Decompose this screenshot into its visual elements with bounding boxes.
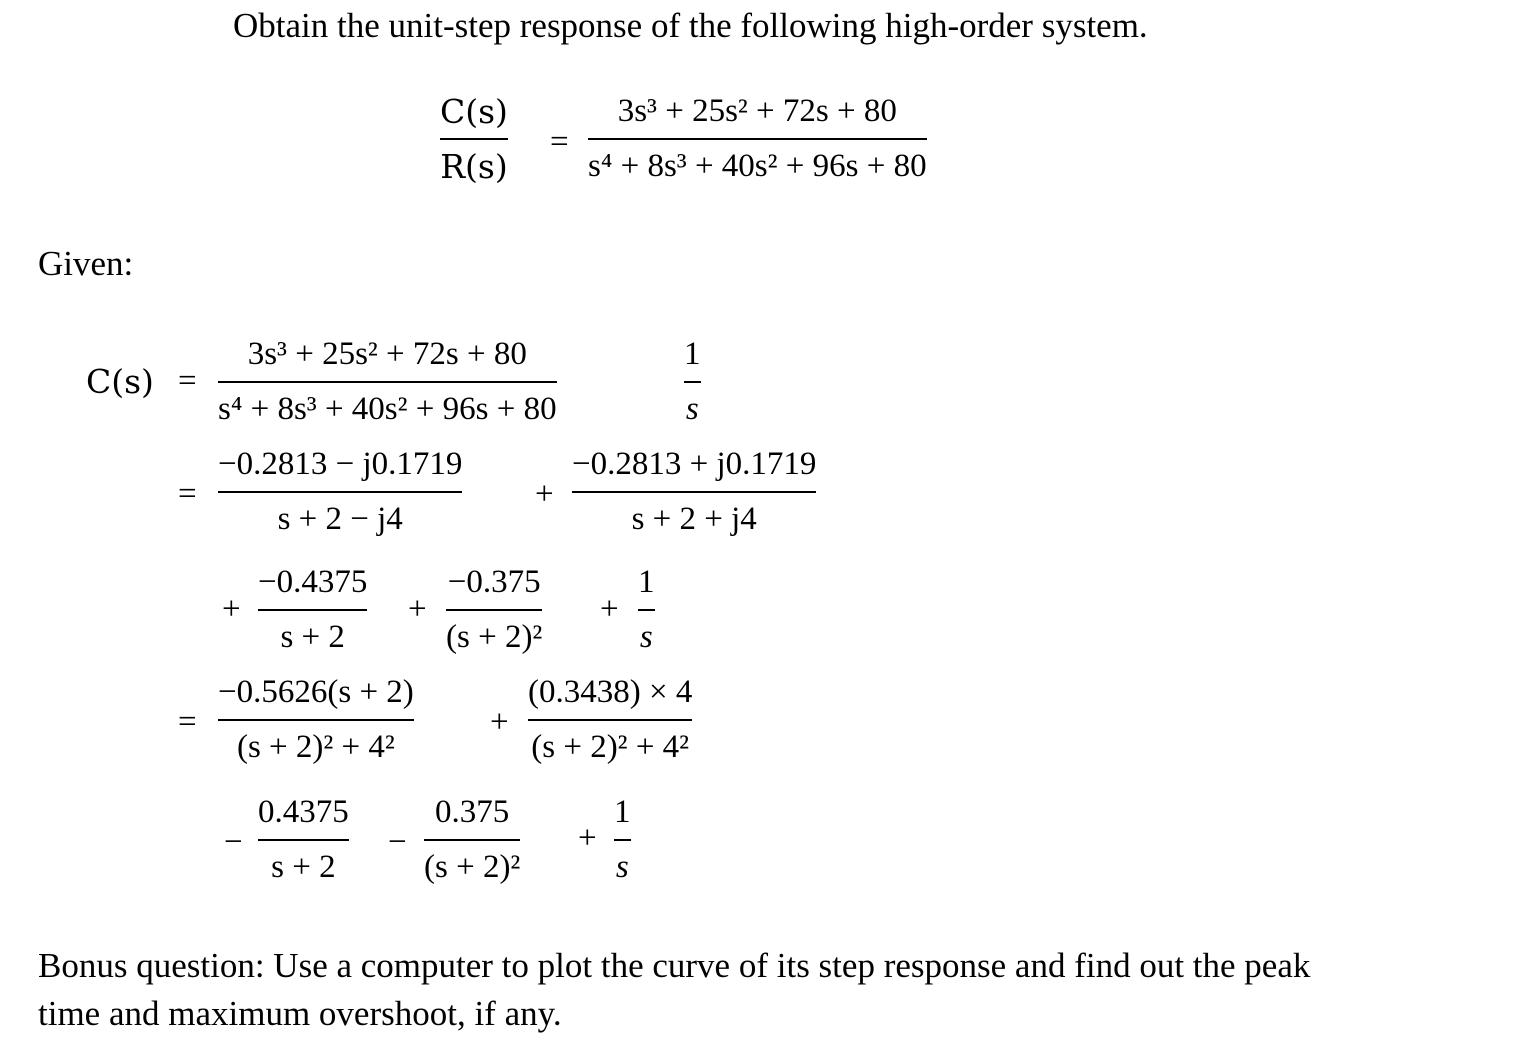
equals-sign: = [550, 124, 569, 160]
lhs-numerator: C(s) [440, 92, 508, 131]
line3-term3 [638, 566, 655, 654]
line3-term2 [446, 566, 542, 654]
term-denominator: s [639, 619, 653, 655]
plus-sign: + [490, 704, 509, 740]
line4-term2 [528, 676, 692, 764]
minus-sign: − [388, 824, 407, 860]
transfer-function-lhs [440, 92, 508, 186]
equals-sign: = [178, 363, 197, 399]
plus-sign: + [535, 476, 554, 512]
cs-lhs: C(s) [86, 362, 154, 401]
term-numerator: 1 [614, 794, 631, 830]
term-numerator: −0.2813 + j0.1719 [572, 446, 817, 482]
line1-denominator: s⁴ + 8s³ + 40s² + 96s + 80 [218, 391, 557, 427]
given-label: Given: [38, 244, 134, 283]
term-denominator: s + 2 − j4 [277, 501, 403, 537]
factor-denominator: s [685, 391, 699, 427]
term-denominator: (s + 2)² [424, 849, 521, 885]
term-denominator: s + 2 + j4 [631, 501, 757, 537]
term-denominator: s [615, 849, 629, 885]
plus-sign: + [408, 591, 427, 627]
line5-term1 [258, 796, 349, 884]
term-denominator: s + 2 [280, 619, 345, 655]
plus-sign: + [578, 820, 597, 856]
term-numerator: −0.375 [447, 564, 541, 600]
problem-statement: Obtain the unit-step response of the following high-order system. [233, 6, 1148, 45]
line5-term2 [424, 796, 520, 884]
bonus-question-line2: time and maximum overshoot, if any. [38, 994, 562, 1033]
line2-term1 [218, 448, 462, 536]
term-numerator: 0.4375 [258, 794, 349, 830]
plus-sign: + [600, 591, 619, 627]
term-numerator: −0.2813 − j0.1719 [218, 446, 463, 482]
term-denominator: s + 2 [271, 849, 336, 885]
line1-step-factor [684, 338, 701, 426]
term-numerator: 0.375 [435, 794, 510, 830]
term-numerator: −0.5626(s + 2) [218, 674, 414, 710]
factor-numerator: 1 [684, 336, 701, 372]
equals-sign: = [178, 476, 197, 512]
term-numerator: −0.4375 [258, 564, 368, 600]
term-denominator: (s + 2)² + 4² [236, 729, 395, 765]
transfer-function-rhs [588, 95, 927, 183]
line3-term1 [258, 566, 367, 654]
minus-sign: − [224, 824, 243, 860]
rhs-numerator: 3s³ + 25s² + 72s + 80 [617, 93, 897, 129]
term-denominator: (s + 2)² + 4² [531, 729, 690, 765]
bonus-question-line1: Bonus question: Use a computer to plot the curve of its step response and find out the peak [38, 946, 1311, 985]
line4-term1 [218, 676, 414, 764]
line5-term3 [614, 796, 631, 884]
equals-sign: = [178, 704, 197, 740]
line2-term2 [572, 448, 816, 536]
term-numerator: (0.3438) × 4 [528, 674, 693, 710]
rhs-denominator: s⁴ + 8s³ + 40s² + 96s + 80 [588, 148, 927, 184]
term-numerator: 1 [638, 564, 655, 600]
plus-sign: + [222, 591, 241, 627]
lhs-denominator: R(s) [440, 147, 508, 186]
term-denominator: (s + 2)² [446, 619, 543, 655]
line1-numerator: 3s³ + 25s² + 72s + 80 [247, 336, 527, 372]
line1-fraction [218, 338, 557, 426]
